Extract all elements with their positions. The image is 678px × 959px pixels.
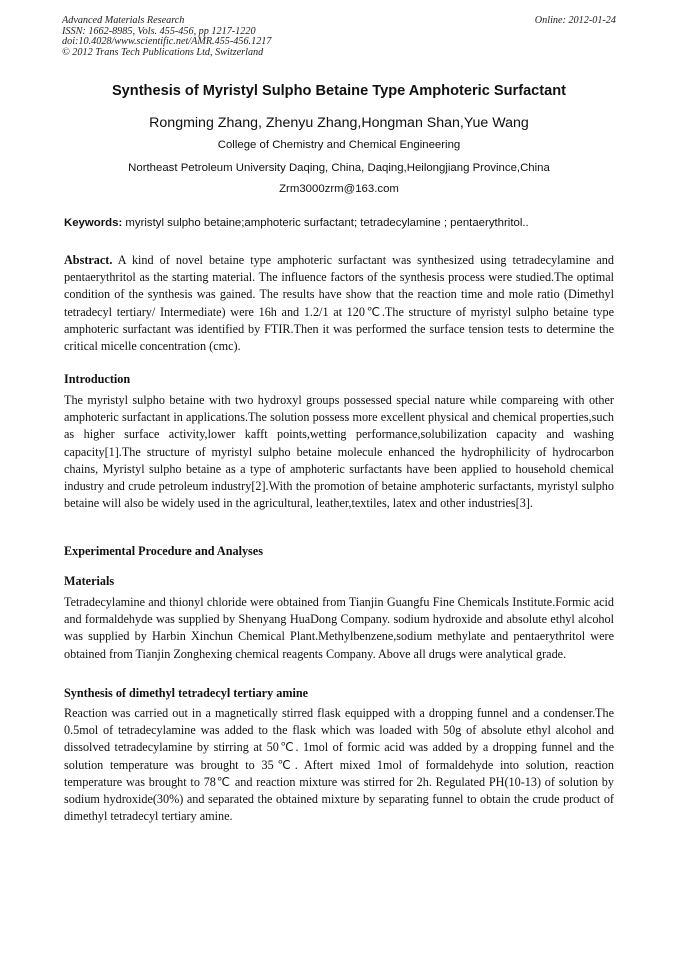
author-email: Zrm3000zrm@163.com bbox=[279, 183, 399, 195]
online-date: Online: 2012-01-24 bbox=[534, 15, 616, 26]
journal-name: Advanced Materials Research bbox=[62, 15, 185, 26]
synthesis-text: Reaction was carried out in a magnetically stirred flask equipped with a dropping funnel and a condenser.The 0.5mol of tetradecylamine was added to the flask which was loaded with 50g of absolute ethyl alcohol and dissolved tetradecylamine by stirring at 50℃. 1mol of formic acid was added by a dropping funnel and the solution temperature was brought to 35℃. Aftert mixed 1mol of formaldehyde into solution, reaction temperature was brought to 78℃ and reaction mixture was stirred for 2h. Regulated PH(10-13) of solution by sodium hydroxide(30%) and separated the obtained mixture by separating funnel to obtain the crude product of dimethyl tetradecyl tertiary amine. bbox=[64, 706, 614, 824]
keywords-label: Keywords: bbox=[64, 217, 123, 229]
keywords bbox=[64, 217, 624, 229]
journal-issn: ISSN: 1662-8985, Vols. 455-456, pp 1217-1220 bbox=[62, 25, 256, 37]
abstract-text: A kind of novel betaine type amphoteric surfactant was synthesized using tetradecylamine and pentaerythritol as the starting material. The influence factors of the synthesis process were studied.The optimal condition of the synthesis was gained. The results have show that the reaction time and mole ratio (Dimethyl tetradecyl tertiary/ Intermediate) were 16h and 1.2/1 at 120℃.The structure of myristyl sulpho betaine type amphoteric surfactant was identified by FTIR.Then it was performed the surface tension tests to determine the critical micelle concentration (cmc). bbox=[64, 253, 614, 354]
abstract bbox=[64, 252, 614, 355]
introduction-text: The myristyl sulpho betaine with two hydroxyl groups possessed special nature while compareing with other amphoteric surfactant in applications.The solution possess more excellent physical and chemical properties,such as higher surface activity,lower kafft points,wetting performance,solubilization capacity and washing capacity[1].The structure of myristyl sulpho betaine molecule enhanced the hydrophilicity of hydrocarbon chains, Myristyl sulpho betaine as a type of amphoteric surfactants have been applied to household chemical industry and crude petroleum industry[2].With the promotion of betaine amphoteric surfactants, myristyl sulpho betaine will also be widely used in the agricultural, leather,textiles, latex and other industries[3]. bbox=[64, 393, 614, 511]
journal-doi: doi:10.4028/www.scientific.net/AMR.455-456.1217 bbox=[62, 36, 272, 48]
introduction-heading: Introduction bbox=[64, 372, 131, 386]
affiliation-line-1: College of Chemistry and Chemical Engineering bbox=[217, 139, 461, 151]
paper-title: Synthesis of Myristyl Sulpho Betaine Type Amphoteric Surfactant bbox=[111, 83, 567, 99]
journal-copyright: © 2012 Trans Tech Publications Ltd, Switzerland bbox=[62, 46, 264, 58]
affiliation-line-2: Northeast Petroleum University Daqing, China, Daqing,Heilongjiang Province,China bbox=[128, 162, 550, 174]
paper-authors: Rongming Zhang, Zhenyu Zhang,Hongman Shan,Yue Wang bbox=[149, 115, 529, 131]
materials-heading: Materials bbox=[64, 574, 115, 588]
abstract-label: Abstract. bbox=[64, 253, 113, 267]
synthesis-heading: Synthesis of dimethyl tetradecyl tertiary amine bbox=[64, 686, 309, 700]
experimental-heading: Experimental Procedure and Analyses bbox=[64, 544, 263, 558]
keywords-text: myristyl sulpho betaine;amphoteric surfactant; tetradecylamine ; pentaerythritol.. bbox=[122, 217, 529, 229]
journal-header bbox=[62, 16, 616, 58]
materials-text: Tetradecylamine and thionyl chloride were obtained from Tianjin Guangfu Fine Chemicals Institute.Formic acid and formaldehyde was supplied by Shenyang HuaDong Company. sodium hydroxide and absolute ethyl alcohol was supplied by Harbin Xinchun Chemical Plant.Methylbenzene,sodium methylate and pentaerythritol were obtained from Tianjin Zonghexing chemical reagents Company. Above all drugs were analytical grade. bbox=[64, 595, 614, 661]
